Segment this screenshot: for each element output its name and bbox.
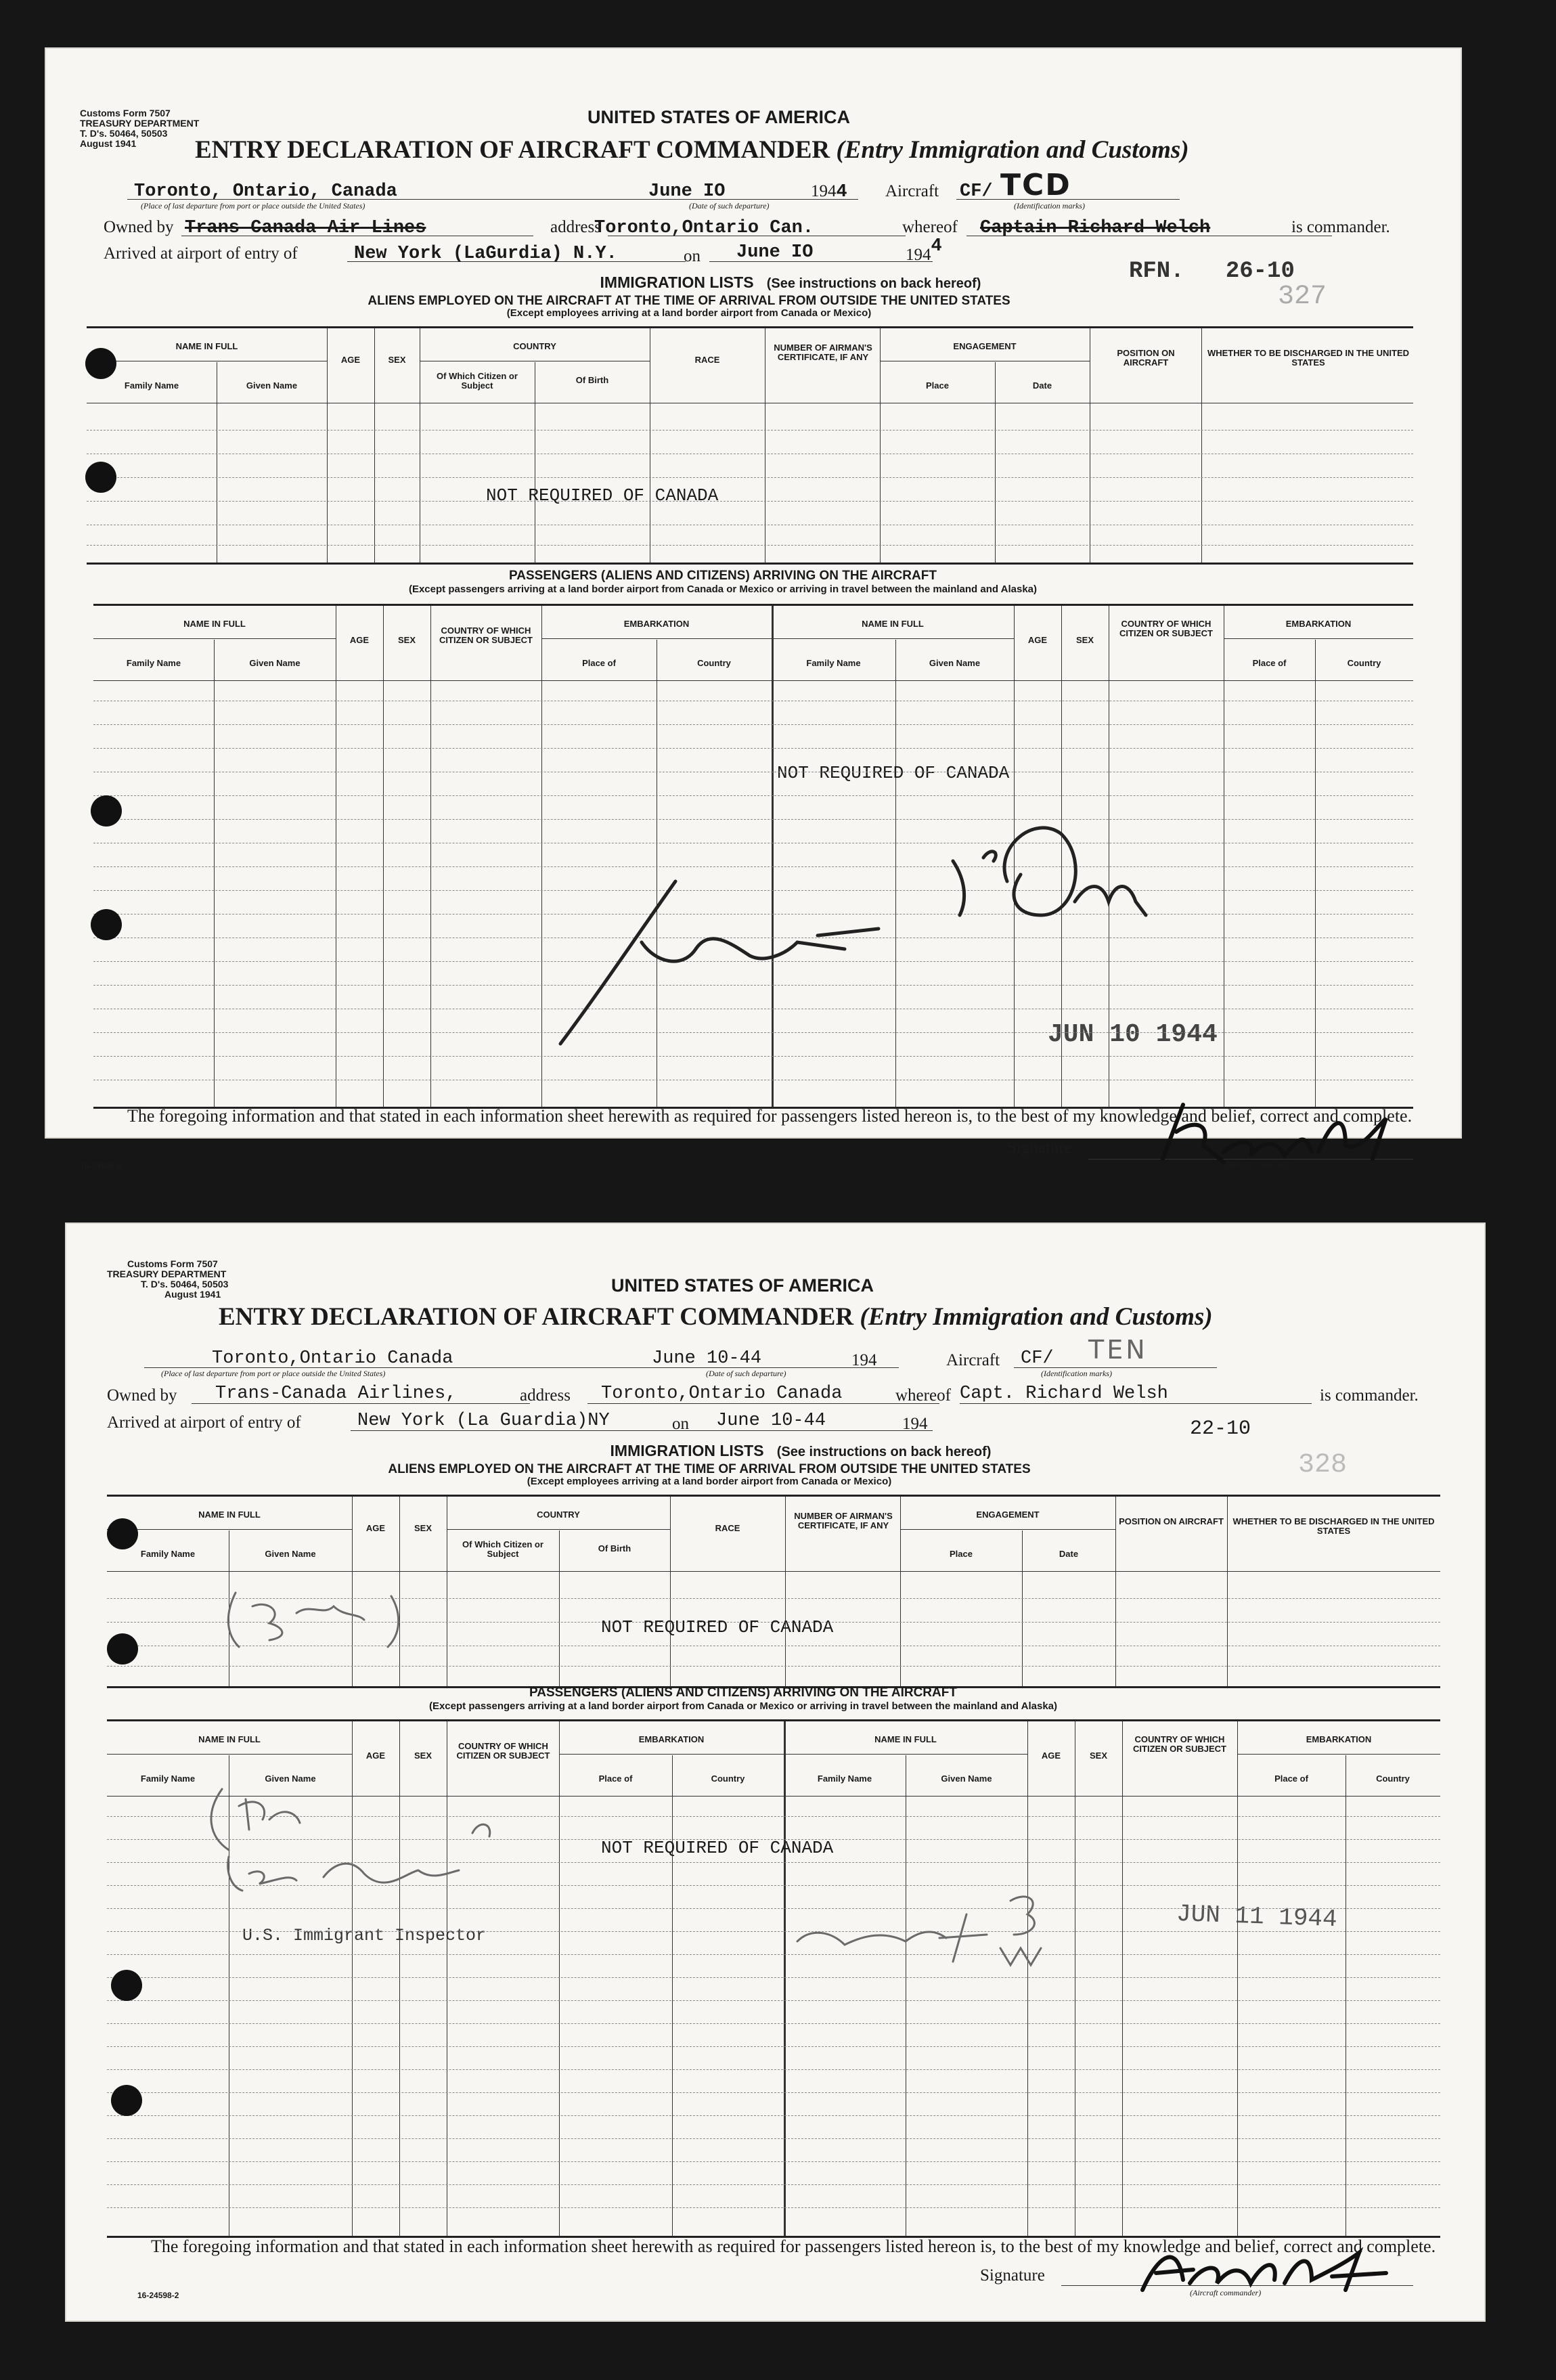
passengers-table (107, 1719, 1440, 2238)
punch-hole (111, 2085, 142, 2116)
punch-hole (107, 1633, 138, 1665)
place-of-departure: Toronto, Ontario, Canada (134, 181, 397, 202)
pax-hdr-embarkation-2: EMBARKATION (1306, 1734, 1372, 1744)
pax-hdr-sex-2: SEX (1075, 635, 1094, 645)
table-row-rule (107, 2092, 1440, 2093)
hdr-country: COUNTRY (537, 1509, 580, 1520)
hdr-family-name: Family Name (124, 380, 179, 391)
page-number: 328 (1298, 1450, 1348, 1480)
table-row-rule (107, 1908, 1440, 1909)
signature-caption: (Aircraft commander) (1190, 2288, 1262, 2297)
table-row-rule (93, 1056, 1413, 1057)
hdr-airman-certificate: NUMBER OF AIRMAN'S CERTIFICATE, IF ANY (794, 1511, 893, 1530)
whereof-label: whereof (902, 218, 958, 236)
table-row-rule (107, 1954, 1440, 1955)
table-row-rule (93, 819, 1413, 820)
pax-hdr-given-name-2: Given Name (941, 1773, 992, 1784)
arrival-date: June IO (736, 242, 814, 263)
punch-hole (107, 1518, 138, 1549)
table-row-rule (93, 890, 1413, 891)
table-row-rule (107, 2023, 1440, 2024)
hdr-airman-certificate: NUMBER OF AIRMAN'S CERTIFICATE, IF ANY (774, 343, 872, 362)
arrival-date: June 10-44 (716, 1411, 826, 1431)
inspector-title: U.S. Immigrant Inspector (242, 1926, 487, 1945)
owner-name: Trans Canada Air Lines (185, 218, 426, 238)
pax-hdr-place-of-2: Place of (1252, 658, 1287, 668)
pax-hdr-embarkation: EMBARKATION (623, 619, 690, 629)
form-title-main: ENTRY DECLARATION OF AIRCRAFT COMMANDER (195, 136, 830, 164)
table-row-rule (93, 1032, 1413, 1033)
arrival-airport: New York (LaGurdia) N.Y. (354, 244, 617, 264)
table-row-rule (107, 1816, 1440, 1817)
punch-hole (85, 348, 116, 379)
aircraft-marks: CF/ (1021, 1348, 1054, 1369)
punch-hole (91, 795, 122, 827)
hdr-position: POSITION ON AIRCRAFT (1119, 1516, 1224, 1526)
pax-hdr-sex: SEX (414, 1750, 432, 1761)
address-label: address (520, 1386, 571, 1405)
form-date: August 1941 (80, 138, 137, 149)
hdr-name-in-full: NAME IN FULL (175, 341, 238, 351)
on-label: on (672, 1415, 689, 1433)
hdr-position: POSITION ON AIRCRAFT (1117, 348, 1175, 368)
punch-hole (91, 909, 122, 940)
form-title (195, 135, 1189, 164)
pax-hdr-country-citizen-2: COUNTRY OF WHICH CITIZEN OR SUBJECT (1133, 1734, 1226, 1754)
hdr-age: AGE (365, 1523, 386, 1533)
date-caption: (Date of such departure) (706, 1369, 786, 1378)
hdr-date: Date (1059, 1549, 1079, 1559)
pax-hdr-country-citizen: COUNTRY OF WHICH CITIZEN OR SUBJECT (439, 625, 533, 645)
department: TREASURY DEPARTMENT (107, 1269, 227, 1279)
declaration-sheet-328 (66, 1224, 1484, 2320)
form-title (219, 1302, 1213, 1331)
certification-statement: The foregoing information and that stated in each information sheet herewith as required for passengers listed hereon is, to the best of my knowledge and belief, correct and complete. (151, 2236, 1436, 2256)
year-field: 1944 (811, 182, 847, 202)
aliens-exception: (Except employees arriving at a land border airport from Canada or Mexico) (527, 1476, 892, 1487)
arrival-year: 194 (902, 1415, 928, 1433)
date-caption: (Date of such departure) (689, 201, 770, 211)
crew-table (87, 326, 1413, 565)
hdr-name-in-full: NAME IN FULL (198, 1509, 261, 1520)
hdr-given-name: Given Name (246, 380, 298, 391)
hdr-place: Place (950, 1549, 973, 1559)
table-row-rule (93, 985, 1413, 986)
hdr-country: COUNTRY (513, 341, 556, 351)
passengers-table (93, 604, 1413, 1109)
form-number: Customs Form 7507 (80, 108, 171, 118)
country-heading: UNITED STATES OF AMERICA (611, 1275, 874, 1296)
arrived-label: Arrived at airport of entry of (107, 1413, 301, 1432)
marks-caption: (Identification marks) (1041, 1369, 1112, 1378)
arrival-year: 1944 (906, 236, 942, 264)
crew-not-required: NOT REQUIRED OF CANADA (601, 1617, 834, 1637)
table-row-rule (107, 2000, 1440, 2001)
aliens-exception: (Except employees arriving at a land border airport from Canada or Mexico) (506, 307, 872, 319)
punch-hole (85, 462, 116, 493)
hdr-discharged: WHETHER TO BE DISCHARGED IN THE UNITED STATES (1207, 348, 1410, 368)
hdr-age: AGE (340, 355, 361, 365)
pax-hdr-country-2: Country (1376, 1773, 1410, 1784)
crew-not-required: NOT REQUIRED OF CANADA (486, 485, 719, 506)
signature-label: Signature (1007, 1139, 1072, 1157)
form-number: Customs Form 7507 (127, 1258, 218, 1269)
hdr-of-birth: Of Birth (598, 1543, 631, 1553)
form-date: August 1941 (164, 1289, 221, 1300)
hdr-engagement: ENGAGEMENT (976, 1509, 1040, 1520)
pax-hdr-given-name: Given Name (249, 658, 301, 668)
country-heading: UNITED STATES OF AMERICA (587, 107, 850, 127)
pax-hdr-name-in-full-2: NAME IN FULL (874, 1734, 937, 1744)
certification-statement: The foregoing information and that stated in each information sheet herewith as required for passengers listed hereon is, to the best of my knowledge and belief, correct and complete. (127, 1106, 1413, 1126)
owned-by-label: Owned by (107, 1386, 177, 1405)
passengers-exception: (Except passengers arriving at a land border airport from Canada or Mexico or arriving in travel between the mainland and Alaska) (408, 583, 1038, 595)
pax-hdr-country-citizen: COUNTRY OF WHICH CITIZEN OR SUBJECT (456, 1741, 550, 1761)
passengers-not-required: NOT REQUIRED OF CANADA (601, 1838, 834, 1858)
date-stamp: JUN 11 1944 (1176, 1899, 1338, 1934)
table-row-rule (93, 961, 1413, 962)
commander-name: Capt. Richard Welsh (960, 1384, 1168, 1404)
hdr-race: RACE (694, 355, 720, 365)
treasury-decisions: T. D's. 50464, 50503 (80, 128, 168, 139)
table-row-rule (93, 724, 1413, 725)
passengers-heading: PASSENGERS (ALIENS AND CITIZENS) ARRIVING ON THE AIRCRAFT (509, 569, 937, 583)
address-label: address (550, 218, 601, 236)
aircraft-marks: CF/ (960, 181, 993, 202)
department: TREASURY DEPARTMENT (80, 118, 200, 129)
table-row-rule (93, 748, 1413, 749)
pax-hdr-family-name-2: Family Name (817, 1773, 872, 1784)
place-of-departure: Toronto,Ontario Canada (212, 1348, 453, 1369)
pax-hdr-place-of: Place of (582, 658, 616, 668)
pax-hdr-age-2: AGE (1027, 635, 1048, 645)
commander-name: Captain Richard Welch (980, 218, 1211, 238)
aliens-heading: ALIENS EMPLOYED ON THE AIRCRAFT AT THE TIME OF ARRIVAL FROM OUTSIDE THE UNITED STATES (388, 1462, 1031, 1476)
whereof-label: whereof (895, 1386, 951, 1405)
hdr-discharged: WHETHER TO BE DISCHARGED IN THE UNITED STATES (1232, 1516, 1435, 1536)
table-row-rule (107, 1862, 1440, 1863)
hdr-family-name: Family Name (140, 1549, 196, 1559)
on-label: on (684, 247, 701, 265)
aircraft-label: Aircraft (885, 182, 939, 200)
form-code: 16-24598-2 (137, 2291, 179, 2300)
hdr-of-which-citizen: Of Which Citizen or Subject (437, 371, 518, 391)
pax-hdr-given-name: Given Name (265, 1773, 316, 1784)
pax-hdr-place-of: Place of (598, 1773, 633, 1784)
pax-hdr-sex: SEX (397, 635, 416, 645)
owner-address: Toronto,Ontario Canada (601, 1384, 843, 1404)
hdr-race: RACE (715, 1523, 740, 1533)
owner-name: Trans-Canada Airlines, (215, 1384, 457, 1404)
table-row-rule (107, 2069, 1440, 2070)
table-row-rule (107, 2115, 1440, 2116)
table-row-rule (107, 2207, 1440, 2208)
treasury-decisions: T. D's. 50464, 50503 (141, 1279, 229, 1290)
form-title-main: ENTRY DECLARATION OF AIRCRAFT COMMANDER (219, 1303, 854, 1331)
form-title-sub: (Entry Immigration and Customs) (836, 136, 1189, 164)
table-row-rule (107, 1931, 1440, 1932)
pax-hdr-age-2: AGE (1041, 1750, 1061, 1761)
passengers-heading: PASSENGERS (ALIENS AND CITIZENS) ARRIVING ON THE AIRCRAFT (529, 1685, 957, 1700)
signature-caption: (Aircraft commander) (1224, 1160, 1295, 1170)
pax-hdr-place-of-2: Place of (1274, 1773, 1308, 1784)
place-caption: (Place of last departure from port or place outside the United States) (161, 1369, 386, 1378)
pax-hdr-country-2: Country (1347, 658, 1381, 668)
pax-hdr-family-name: Family Name (126, 658, 181, 668)
pax-hdr-name-in-full: NAME IN FULL (198, 1734, 261, 1744)
table-row-rule (107, 2161, 1440, 2162)
marks-caption: (Identification marks) (1014, 201, 1085, 211)
punch-hole (111, 1970, 142, 2001)
file-stamp: 22-10 (1190, 1417, 1251, 1440)
owned-by-label: Owned by (104, 218, 174, 236)
table-row-rule (107, 2184, 1440, 2185)
immigration-lists-heading: IMMIGRATION LISTS (See instructions on back hereof) (610, 1442, 992, 1459)
aircraft-marks-handwritten: TEN (1088, 1335, 1148, 1365)
pax-hdr-family-name-2: Family Name (806, 658, 861, 668)
date-of-departure: June 10-44 (652, 1348, 762, 1369)
arrived-label: Arrived at airport of entry of (104, 244, 298, 263)
year-field: 194 (851, 1351, 877, 1369)
page-number: 327 (1278, 282, 1327, 312)
hdr-of-birth: Of Birth (575, 375, 609, 385)
table-row-rule (107, 2138, 1440, 2139)
is-commander-label: is commander. (1320, 1386, 1419, 1405)
owner-address: Toronto,Ontario Can. (594, 218, 814, 238)
pax-hdr-given-name-2: Given Name (929, 658, 981, 668)
hdr-date: Date (1032, 380, 1052, 391)
pax-hdr-age: AGE (365, 1750, 386, 1761)
hdr-given-name: Given Name (265, 1549, 316, 1559)
table-row-rule (107, 2046, 1440, 2047)
pax-hdr-embarkation-2: EMBARKATION (1285, 619, 1352, 629)
file-stamp: RFN. 26-10 (1129, 259, 1295, 284)
hdr-sex: SEX (388, 355, 406, 365)
passengers-not-required: NOT REQUIRED OF CANADA (777, 763, 1010, 783)
aircraft-marks-handwritten: TCD (1000, 168, 1071, 202)
pax-hdr-family-name: Family Name (140, 1773, 196, 1784)
table-row-rule (107, 1839, 1440, 1840)
crew-table (107, 1495, 1440, 1688)
pax-hdr-country: Country (697, 658, 731, 668)
hdr-of-which-citizen: Of Which Citizen or Subject (462, 1539, 543, 1559)
table-row-rule (107, 1885, 1440, 1886)
hdr-sex: SEX (414, 1523, 432, 1533)
table-row-rule (93, 795, 1413, 796)
date-of-departure: June IO (648, 181, 726, 202)
passengers-exception: (Except passengers arriving at a land border airport from Canada or Mexico or arriving in travel between the mainland and Alaska) (428, 1700, 1058, 1712)
arrival-airport: New York (La Guardia)NY (357, 1411, 610, 1431)
pax-hdr-country: Country (711, 1773, 745, 1784)
pax-hdr-embarkation: EMBARKATION (638, 1734, 705, 1744)
declaration-sheet-327 (46, 49, 1461, 1171)
immigration-lists-heading: IMMIGRATION LISTS (See instructions on back hereof) (600, 273, 981, 291)
pax-hdr-age: AGE (349, 635, 370, 645)
signature-label: Signature (980, 2266, 1045, 2285)
pax-hdr-name-in-full: NAME IN FULL (183, 619, 246, 629)
place-caption: (Place of last departure from port or place outside the United States) (141, 201, 365, 211)
form-title-sub: (Entry Immigration and Customs) (860, 1303, 1213, 1331)
aliens-heading: ALIENS EMPLOYED ON THE AIRCRAFT AT THE TIME OF ARRIVAL FROM OUTSIDE THE UNITED STATES (368, 294, 1010, 308)
table-row-rule (107, 1977, 1440, 1978)
aircraft-label: Aircraft (946, 1351, 1000, 1369)
is-commander-label: is commander. (1291, 218, 1390, 236)
hdr-engagement: ENGAGEMENT (953, 341, 1017, 351)
pax-hdr-name-in-full-2: NAME IN FULL (862, 619, 924, 629)
form-code: 16-24598-2 (80, 1162, 122, 1171)
table-row-rule (93, 866, 1413, 867)
hdr-place: Place (926, 380, 949, 391)
date-stamp: JUN 10 1944 (1048, 1020, 1218, 1049)
pax-hdr-country-citizen-2: COUNTRY OF WHICH CITIZEN OR SUBJECT (1119, 619, 1213, 638)
pax-hdr-sex-2: SEX (1089, 1750, 1107, 1761)
